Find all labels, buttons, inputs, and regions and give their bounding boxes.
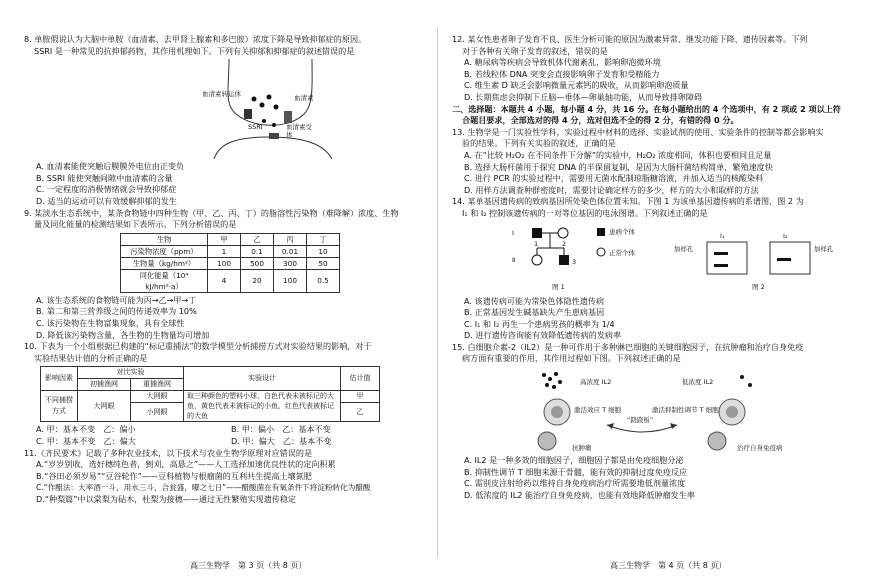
q10-stem-line2: 实验结果估计值的分析正确的是 (34, 352, 148, 363)
q8-stem-line1: 8. 单胺假说认为大脑中单胺（血清素、去甲肾上腺素和多巴胺）浓度下降是导致抑郁症的原因。 (24, 34, 367, 44)
q12-option-b: B. 若线粒体 DNA 突变会直接影响卵子发育和受精能力 (464, 68, 660, 79)
q12-option-c: C. 维生素 D 缺乏会影响微量元素钙的吸收，从而影响卵泡质量 (464, 80, 689, 91)
q8-option-d: D. 适当的运动可以有效缓解抑郁的发生 (36, 195, 177, 206)
q10-table (40, 366, 380, 422)
synapse-diagram (174, 59, 374, 159)
q14-option-a: A. 该遗传病可能为常染色体隐性遗传病 (464, 295, 605, 306)
q9-cell: 同化能量（10⁴ kJ/hm²·a） (121, 269, 208, 292)
q10-h-compare: 对比实验 (78, 367, 184, 379)
high-il2-label: 高浓度 IL2 (580, 378, 612, 387)
q13-stem-line1: 13. 生物学是一门实验性学科，实验过程中材料的选择、实验试剂的使用、实验条件的控制等都会影响实 (452, 126, 824, 137)
q10-row-factor: 不同捕捞方式 (41, 391, 78, 422)
well-label: 加样孔 (814, 244, 834, 253)
q13-option-b: B. 选择大肠杆菌用于探究 DNA 的半保留复制，是因为大肠杆菌结构简单，繁殖速度快 (464, 161, 773, 172)
q15-option-d: D. 低浓度的 IL2 能治疗自身免疫病，也能有效地降低肿瘤发生率 (464, 489, 695, 500)
q10-options-row2 (36, 436, 426, 448)
q10-h-second: 重捕渔网 (131, 379, 184, 391)
q9-table (120, 233, 340, 293)
q9-cell: 50 (307, 257, 340, 269)
q9-header-cell: 丁 (307, 233, 340, 245)
q10-h-first: 初捕渔网 (78, 379, 131, 391)
legend-affected-label: 患病个体 (609, 227, 635, 236)
anti-tumor-label: 抗肿瘤 (572, 444, 592, 453)
section-2-line2: 合题目要求，全部选对的得 4 分，选对但选不全的得 2 分，有错的得 0 分。 (462, 115, 739, 126)
q15-option-c: C. 需别皮注射给药以维持自身免疫病治疗所需要地低剂量浓度 (464, 478, 686, 489)
q15-stem-line1: 15. 白细胞介素-2（IL2）是一种可作用于多种淋巴细胞的关键细胞因子，在抗肿瘤和治疗自身免疫 (452, 341, 804, 352)
q14-option-d: D. 进行遗传咨询能有效降低遗传病的发病率 (464, 330, 622, 341)
question-9 (24, 208, 426, 342)
q9-stem-line2: 量及同化能量的检测结果如下表所示。下列分析错误的是 (34, 219, 237, 230)
q9-cell: 0.01 (274, 245, 307, 257)
pedigree-num: 1 (534, 239, 539, 248)
q10-design: 取三种颜色的塑料小球，白色代表未被标记的大鱼，黄色代表未被标记的小鱼，红色代表被标记的大鱼 (184, 391, 341, 422)
q11-stem: 11.《齐民要术》记载了多种农业技术，以下技术与农业生物学原理对应错误的是 (24, 447, 313, 458)
q9-cell: 500 (241, 257, 274, 269)
question-15 (452, 342, 854, 502)
q13-option-a: A. 在“比较 H₂O₂ 在不同条件下分解”的实验中，H₂O₂ 浓度相同，体积也要相同且足量 (464, 149, 772, 160)
activated-t-label: 激活效应 T 细胞 (574, 406, 622, 415)
q9-option-b: B. 第二和第三营养级之间的传递效率为 10% (36, 306, 197, 317)
q12-stem-line1: 12. 某女性患者卵子发育不良、医生分析可能的原因为激素异常、继发功能下降、遗传因素等。下列 (452, 34, 808, 44)
q15-stem-line2: 病方面有重要的作用，其作用过程如下图。下列叙述正确的是 (462, 353, 681, 364)
q14-option-b: B. 正常基因发生碱基缺失产生患病基因 (464, 307, 605, 318)
q10-row-big: 大网眼 (131, 391, 184, 403)
q10-stem-line1: 10. 下表为一个小组根据已构建的“标记重捕法”的数学模型分析捕捞方式对实验结果的影响，对于 (24, 341, 372, 352)
question-12 (452, 34, 854, 104)
column-divider (437, 28, 438, 558)
q10-row-first: 大网眼 (78, 391, 131, 422)
receptor-label: 血清素受体 (286, 123, 312, 140)
q12-option-d: D. 长期焦虑会抑制下丘脑—垂体—卵巢轴功能，从而导致排卵障碍 (464, 91, 703, 102)
q8-option-a: A. 血清素能使突触后膜膜外电位由正变负 (36, 161, 185, 172)
well-label: 加样孔 (674, 244, 694, 253)
q9-option-a: A. 该生态系统的食物链可能为丙→乙→甲→丁 (36, 294, 197, 305)
q11-option-c: C.“作醋法：大率酒一斗，用水三斗，合瓮盛，曝之七日”——醋酸菌在有氧条件下将淀粉转化为醋酸 (36, 483, 371, 493)
table-row (121, 269, 340, 292)
gen-ii-label: Ⅱ (512, 255, 516, 264)
q9-header-cell: 乙 (241, 233, 274, 245)
pedigree-num: 2 (562, 239, 567, 248)
q9-cell: 4 (208, 269, 241, 292)
q9-cell: 20 (241, 269, 274, 292)
q14-stem-line2: Ⅰ₁ 和 Ⅰ₂ 控制该遗传病的一对等位基因的电泳图谱。下列叙述正确的是 (462, 207, 708, 218)
q10-est-b: 乙 (341, 403, 380, 422)
question-10 (24, 341, 426, 447)
q9-cell: 100 (208, 257, 241, 269)
q8-option-b: B. SSRI 能使突触间隙中血清素的含量 (36, 172, 173, 183)
q8-stem-line2: SSRI 是一种常见的抗抑郁药物，其作用机理如下。下列有关抑郁和抑郁症的叙述错误的是 (34, 45, 355, 56)
q15-option-b: B. 抑制性调节 T 细胞来源于骨髓，能有效的抑制过度免疫反应 (464, 466, 688, 477)
q10-option-b: B. 甲：偏小 乙：基本不变 (231, 424, 331, 435)
q9-stem-line1: 9. 某淡水生态系统中，某条食物链中四种生物（甲、乙、丙、丁）的脂溶性污染物（难降解）浓度、生物 (24, 207, 399, 218)
lane-i2-label: Ⅰ₂ (783, 231, 788, 240)
q10-h-design: 实验设计 (184, 367, 341, 391)
right-column (452, 34, 854, 501)
q12-stem-line2: 对于各种有关卵子发育的叙述，错误的是 (462, 45, 608, 56)
q13-option-c: C. 进行 PCR 的实验过程中，需要用无菌水配制琼脂糖溶液，并加入适当的核酸染料 (464, 173, 764, 184)
q10-row-small: 小网眼 (131, 403, 184, 422)
q9-cell: 1 (208, 245, 241, 257)
question-14 (452, 196, 854, 342)
q9-option-d: D. 降低该污染物含量，各生物的生物量均可增加 (36, 329, 210, 340)
q10-h-factor: 影响因素 (41, 367, 78, 391)
q9-cell: 0.5 (307, 269, 340, 292)
q11-option-d: D.“种梨篇”中以棠梨为砧木，杜梨为接穗——通过无性繁殖实现遗传稳定 (36, 493, 297, 504)
q9-cell: 0.1 (241, 245, 274, 257)
q9-header-cell: 丙 (274, 233, 307, 245)
autoimmune-label: 治疗自身免疫病 (737, 444, 783, 453)
section-2-heading (452, 104, 854, 127)
section-2-line1: 二、选择题：本题共 4 小题，每小题 4 分，共 16 分。在每小题给出的 4 个选项中，有 2 项或 2 项以上符 (452, 103, 841, 114)
q15-il2-figure (452, 367, 854, 453)
q8-option-c: C. 一定程度的消极情绪就会导致抑郁症 (36, 184, 177, 195)
ssri-label: SSRI (248, 123, 263, 132)
question-11 (24, 448, 426, 506)
serotonin-label: 血清素 (294, 94, 314, 103)
q9-header-cell: 甲 (208, 233, 241, 245)
table-row (121, 245, 340, 257)
q9-cell: 污染物浓度（ppm） (121, 245, 208, 257)
q10-option-d: D. 甲：偏大 乙：基本不变 (231, 435, 332, 446)
q10-option-c: C. 甲：基本不变 乙：偏大 (36, 435, 136, 446)
q12-option-a: A. 糖尿病等疾病会导致机体代谢紊乱，影响卵泡微环境 (464, 57, 661, 68)
q13-stem-line2: 验的结果。下列有关实验的叙述，正确的是 (462, 138, 616, 149)
table-row (41, 391, 380, 403)
q9-cell: 生物量（kg/hm²） (121, 257, 208, 269)
legend-normal-label: 正常个体 (609, 248, 635, 257)
pedigree-num: 3 (572, 257, 577, 266)
seesaw-label: “跷跷板” (627, 416, 654, 425)
table-row (121, 257, 340, 269)
lane-i1-label: Ⅰ₁ (720, 231, 725, 240)
q10-options-row1 (36, 424, 426, 436)
q10-est-a: 甲 (341, 391, 380, 403)
left-page-footer: 高三生物学 第 3 页（共 8 页） (190, 561, 307, 570)
q11-option-b: B.“谷田必须岁易”“豆谷轮作”——豆科植物与根瘤菌的互利共生提高土壤氮肥 (36, 470, 312, 481)
q9-header-cell: 生物 (121, 233, 208, 245)
q10-h-estimate: 估计值 (341, 367, 380, 391)
regulatory-t-label: 激活抑制性调节 T 细胞 (652, 406, 719, 415)
q9-cell: 100 (274, 269, 307, 292)
figure-1-caption: 图 1 (552, 282, 565, 291)
q9-cell: 10 (307, 245, 340, 257)
q14-stem-line1: 14. 某单基因遗传病的致病基因所处染色体位置未知。下图 1 为该单基因遗传病的系谱图，图 2 为 (452, 196, 804, 207)
q9-option-c: C. 该污染物在生物富集现象，具有全球性 (36, 317, 185, 328)
q13-option-d: D. 用样方法调查种群密度时，需要讨论确定样方的多少，样方的大小和取样的方法 (464, 184, 759, 195)
q15-option-a: A. IL2 是一种多效的细胞因子，细胞因子都是由免疫细胞分泌 (464, 455, 684, 466)
q8-synapse-figure (24, 59, 426, 159)
q11-option-a: A.“岁岁别收，选好穗纯色者，剉刈，高悬之”——人工选择加速优良性状的定向积累 (36, 459, 336, 470)
q10-option-a: A. 甲：基本不变 乙：偏小 (36, 424, 136, 435)
question-8 (24, 34, 426, 208)
gen-i-label: Ⅰ (512, 228, 514, 237)
right-page-footer: 高三生物学 第 4 页（共 8 页） (610, 561, 727, 570)
question-13 (452, 127, 854, 197)
figure-2-caption: 图 2 (752, 282, 765, 291)
q9-cell: 300 (274, 257, 307, 269)
transporter-label: 血清素转运体 (202, 90, 241, 99)
low-il2-label: 低浓度 IL2 (682, 378, 714, 387)
q14-figures (452, 222, 854, 294)
left-column (24, 34, 426, 505)
q14-option-c: C. Ⅰ₁ 和 Ⅰ₂ 再生一个患病男孩的概率为 1/4 (464, 318, 615, 329)
